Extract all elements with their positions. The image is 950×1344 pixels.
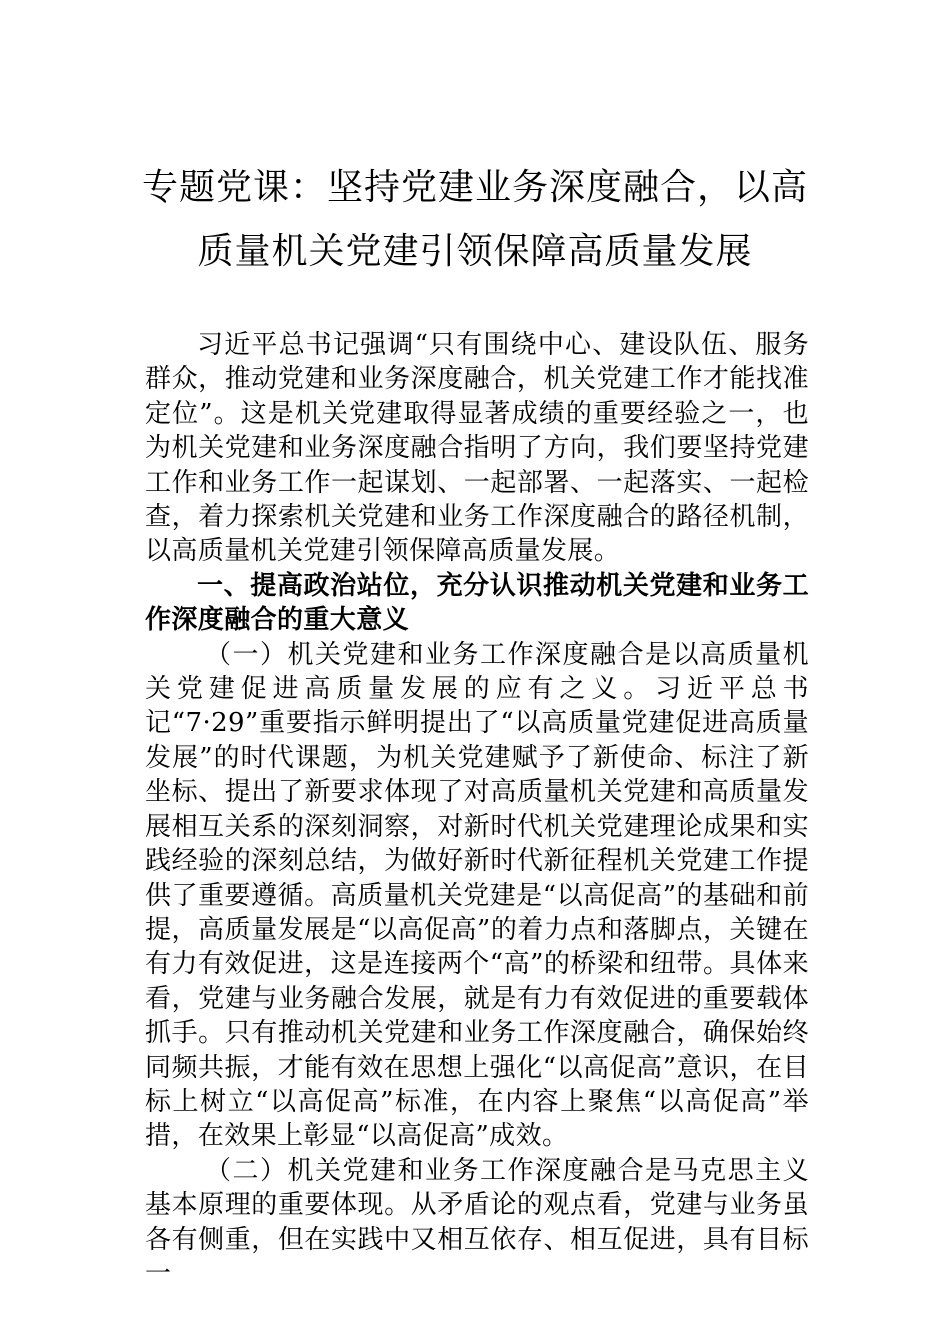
- subsection-paragraph-2: （二）机关党建和业务工作深度融合是马克思主义基本原理的重要体现。从矛盾论的观点看，党建与业务虽各有侧重，但在实践中又相互依存、相互促进，具有目标一: [145, 1155, 809, 1289]
- title-line-2: 质量机关党建引领保障高质量发展: [197, 231, 753, 272]
- document-body: [145, 328, 809, 1291]
- section-heading-1: 一、提高政治站位，充分认识推动机关党建和业务工作深度融合的重大意义: [145, 570, 809, 636]
- subsection-paragraph-1: （一）机关党建和业务工作深度融合是以高质量机关党建促进高质量发展的应有之义。习近平总书记“7·29”重要指示鲜明提出了“以高质量党建促进高质量发展”的时代课题，为机关党建赋予了新使命、标注了新坐标、提出了新要求体现了对高质量机关党建和高质量发展相互关系的深刻洞察，对新时代机关党建理论成果和实践经验的深刻总结，为做好新时代新征程机关党建工作提供了重要遵循。高质量机关党建是“以高促高”的基础和前提，高质量发展是“以高促高”的着力点和落脚点，关键在有力有效促进，这是连接两个“高”的桥梁和纽带。具体来看，党建与业务融合发展，就是有力有效促进的重要载体抓手。只有推动机关党建和业务工作深度融合，确保始终同频共振，才能有效在思想上强化“以高促高”意识，在目标上树立“以高促高”标准，在内容上聚焦“以高促高”举措，在效果上彰显“以高促高”成效。: [145, 639, 809, 1152]
- intro-paragraph: 习近平总书记强调“只有围绕中心、建设队伍、服务群众，推动党建和业务深度融合，机关党建工作才能找准定位”。这是机关党建取得显著成绩的重要经验之一，也为机关党建和业务深度融合指明了方向，我们要坚持党建工作和业务工作一起谋划、一起部署、一起落实、一起检查，着力探索机关党建和业务工作深度融合的路径机制，以高质量机关党建引领保障高质量发展。: [145, 330, 809, 567]
- document-title: [120, 156, 830, 284]
- title-line-1: 专题党课：坚持党建业务深度融合，以高: [141, 167, 808, 208]
